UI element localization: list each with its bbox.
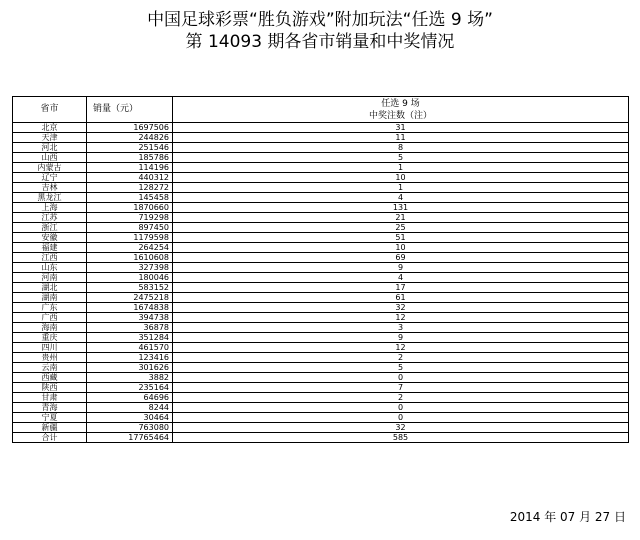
sales-cell: 145458 [87,193,173,203]
sales-cell: 1179598 [87,233,173,243]
sales-cell: 461570 [87,343,173,353]
province-cell: 安徽 [13,233,87,243]
table-row [13,353,629,363]
table-row [13,393,629,403]
header-winners [173,97,629,123]
sales-cell: 251546 [87,143,173,153]
sales-cell: 30464 [87,413,173,423]
table-row [13,143,629,153]
table-row [13,283,629,293]
sales-cell: 123416 [87,353,173,363]
table-row [13,413,629,423]
sales-cell: 394738 [87,313,173,323]
table-row [13,193,629,203]
header-winners-label: 中奖注数（注） [368,110,432,121]
table-row [13,373,629,383]
sales-cell: 763080 [87,423,173,433]
sales-cell: 64696 [87,393,173,403]
winners-cell: 51 [173,233,629,243]
sales-cell: 8244 [87,403,173,413]
winners-cell: 9 [173,263,629,273]
province-cell: 陕西 [13,383,87,393]
province-cell: 江苏 [13,213,87,223]
province-cell: 云南 [13,363,87,373]
province-cell: 辽宁 [13,173,87,183]
table-row [13,173,629,183]
sales-cell: 1610608 [87,253,173,263]
sales-cell: 3882 [87,373,173,383]
province-cell: 西藏 [13,373,87,383]
table-row [13,423,629,433]
header-sales: 销量（元） [87,97,173,123]
winners-cell: 11 [173,133,629,143]
province-cell: 河北 [13,143,87,153]
winners-cell: 61 [173,293,629,303]
sales-cell: 440312 [87,173,173,183]
winners-cell: 2 [173,353,629,363]
province-cell: 内蒙古 [13,163,87,173]
winners-cell: 12 [173,313,629,323]
title-line-2: 第 14093 期各省市销量和中奖情况 [185,32,455,52]
sales-cell: 128272 [87,183,173,193]
winners-cell: 25 [173,223,629,233]
header-game-label: 任选 9 场 [381,98,420,109]
winners-cell: 585 [173,433,629,443]
winners-cell: 4 [173,273,629,283]
winners-cell: 7 [173,383,629,393]
province-cell: 合计 [13,433,87,443]
province-cell: 天津 [13,133,87,143]
province-cell: 广东 [13,303,87,313]
winners-cell: 32 [173,423,629,433]
sales-cell: 1697506 [87,123,173,133]
winners-cell: 1 [173,183,629,193]
province-cell: 重庆 [13,333,87,343]
winners-cell: 131 [173,203,629,213]
table-row [13,223,629,233]
table-row [13,333,629,343]
province-cell: 上海 [13,203,87,213]
province-cell: 海南 [13,323,87,333]
sales-cell: 114196 [87,163,173,173]
table-row [13,303,629,313]
sales-table [12,96,629,443]
table-row [13,323,629,333]
province-cell: 湖北 [13,283,87,293]
table-row [13,253,629,263]
province-cell: 宁夏 [13,413,87,423]
table-row [13,293,629,303]
table-row [13,153,629,163]
sales-cell: 1674838 [87,303,173,313]
table-row [13,403,629,413]
province-cell: 山东 [13,263,87,273]
winners-cell: 69 [173,253,629,263]
winners-cell: 10 [173,173,629,183]
sales-cell: 2475218 [87,293,173,303]
table-row [13,363,629,373]
winners-cell: 32 [173,303,629,313]
table-total-row [13,433,629,443]
sales-cell: 897450 [87,223,173,233]
sales-cell: 185786 [87,153,173,163]
province-cell: 浙江 [13,223,87,233]
table-row [13,133,629,143]
province-cell: 江西 [13,253,87,263]
header-province: 省市 [13,97,87,123]
sales-cell: 264254 [87,243,173,253]
table-row [13,383,629,393]
sales-cell: 1870660 [87,203,173,213]
table-row [13,183,629,193]
winners-cell: 0 [173,373,629,383]
table-header-row [13,97,629,123]
table-row [13,233,629,243]
issue-date: 2014 年 07 月 27 日 [509,510,626,524]
province-cell: 北京 [13,123,87,133]
sales-cell: 351284 [87,333,173,343]
province-cell: 河南 [13,273,87,283]
province-cell: 黑龙江 [13,193,87,203]
winners-cell: 3 [173,323,629,333]
table-row [13,243,629,253]
winners-cell: 4 [173,193,629,203]
winners-cell: 5 [173,363,629,373]
winners-cell: 17 [173,283,629,293]
winners-cell: 8 [173,143,629,153]
province-cell: 青海 [13,403,87,413]
province-cell: 新疆 [13,423,87,433]
table-row [13,343,629,353]
winners-cell: 5 [173,153,629,163]
winners-cell: 10 [173,243,629,253]
winners-cell: 1 [173,163,629,173]
table-body [13,123,629,443]
sales-cell: 180046 [87,273,173,283]
table-row [13,273,629,283]
winners-cell: 9 [173,333,629,343]
sales-cell: 17765464 [87,433,173,443]
province-cell: 湖南 [13,293,87,303]
table-row [13,123,629,133]
winners-cell: 21 [173,213,629,223]
sales-cell: 235164 [87,383,173,393]
province-cell: 四川 [13,343,87,353]
winners-cell: 0 [173,413,629,423]
province-cell: 山西 [13,153,87,163]
sales-cell: 36878 [87,323,173,333]
table-row [13,313,629,323]
sales-cell: 719298 [87,213,173,223]
province-cell: 贵州 [13,353,87,363]
province-cell: 吉林 [13,183,87,193]
title-line-1: 中国足球彩票“胜负游戏”附加玩法“任选 9 场” [147,10,493,30]
province-cell: 福建 [13,243,87,253]
table-row [13,263,629,273]
winners-cell: 0 [173,403,629,413]
winners-cell: 31 [173,123,629,133]
table-row [13,213,629,223]
sales-cell: 583152 [87,283,173,293]
table-row [13,163,629,173]
winners-cell: 2 [173,393,629,403]
province-cell: 广西 [13,313,87,323]
winners-cell: 12 [173,343,629,353]
province-cell: 甘肃 [13,393,87,403]
sales-cell: 327398 [87,263,173,273]
table-row [13,203,629,213]
sales-cell: 301626 [87,363,173,373]
sales-cell: 244826 [87,133,173,143]
